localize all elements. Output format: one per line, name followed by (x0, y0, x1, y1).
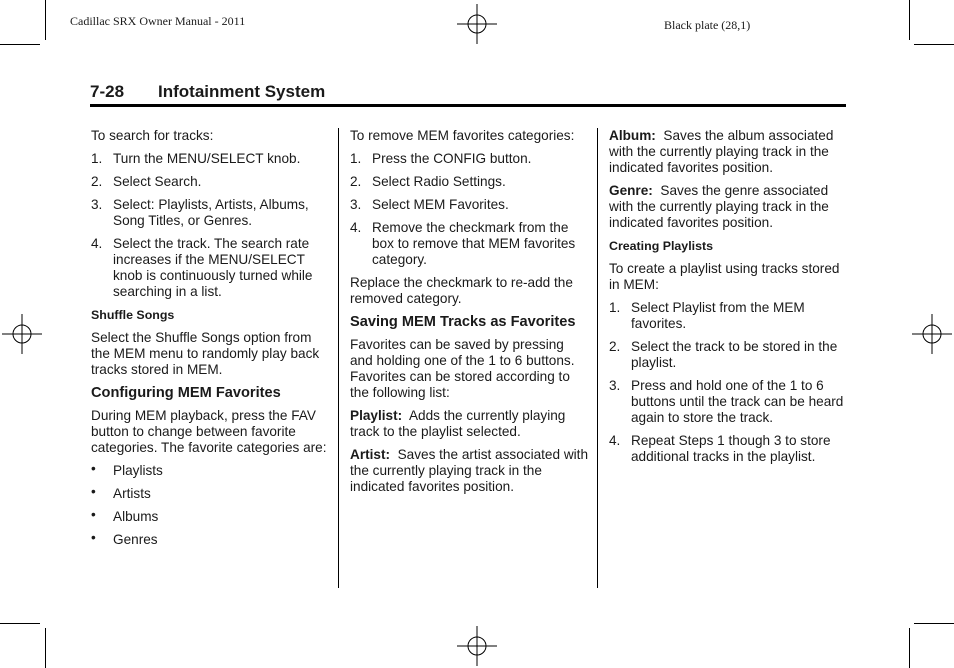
crop-mark (909, 628, 910, 668)
list-item: 4. Repeat Steps 1 though 3 to store additional tracks in the playlist. (609, 433, 831, 464)
plate-label: Black plate (28,1) (664, 18, 751, 32)
genre-definition: Genre: Saves the genre associated with the currently playing track in the indicated favorites position. (609, 183, 829, 230)
crop-mark (914, 623, 954, 624)
search-steps (91, 151, 331, 300)
manual-title: Cadillac SRX Owner Manual - 2011 (70, 14, 246, 28)
registration-mark-icon (912, 314, 952, 354)
remove-intro: To remove MEM favorites categories: (350, 128, 575, 143)
column-2 (350, 128, 590, 502)
page-number: 7-28 (90, 82, 125, 101)
list-item: 2. Select the track to be stored in the playlist. (609, 339, 838, 370)
section-title: Infotainment System (158, 82, 326, 101)
artist-term: Artist: (350, 447, 391, 462)
registration-mark-icon (457, 626, 497, 666)
config-heading: Configuring MEM Favorites (91, 385, 281, 401)
crop-mark (0, 44, 40, 45)
crop-mark (909, 0, 910, 40)
replace-text: Replace the checkmark to re-add the removed category. (350, 275, 573, 306)
list-item: 1. Press the CONFIG button. (350, 151, 532, 166)
list-item: 3. Select: Playlists, Artists, Albums, Song Titles, or Genres. (91, 197, 309, 228)
column-divider (338, 128, 339, 588)
list-item: 4. Remove the checkmark from the box to remove that MEM favorites category. (350, 220, 576, 267)
saving-heading: Saving MEM Tracks as Favorites (350, 314, 576, 330)
list-item: • Playlists (91, 461, 163, 478)
crop-mark (45, 0, 46, 40)
section-header (90, 82, 846, 107)
creating-steps (609, 300, 849, 465)
list-item: 1. Turn the MENU/SELECT knob. (91, 151, 301, 166)
column-1 (91, 128, 331, 555)
playlist-term: Playlist: (350, 408, 403, 423)
config-text: During MEM playback, press the FAV button to change between favorite categories. The favorite categories are: (91, 408, 327, 455)
list-item: 3. Press and hold one of the 1 to 6 buttons until the track can be heard again to store the track. (609, 378, 844, 425)
shuffle-text: Select the Shuffle Songs option from the MEM menu to randomly play back tracks stored in MEM. (91, 330, 320, 377)
favorites-categories (91, 463, 331, 548)
playlist-definition: Playlist: Adds the currently playing track to the playlist selected. (350, 408, 566, 439)
saving-text: Favorites can be saved by pressing and holding one of the 1 to 6 buttons. Favorites can be stored according to the following list: (350, 337, 575, 400)
list-item: 1. Select Playlist from the MEM favorites. (609, 300, 805, 331)
list-item: 4. Select the track. The search rate increases if the MENU/SELECT knob is continuously turned while searching in a list. (91, 236, 313, 299)
registration-mark-icon (457, 4, 497, 44)
column-3 (609, 128, 849, 472)
registration-mark-icon (2, 314, 42, 354)
album-term: Album: (609, 128, 656, 143)
creating-intro: To create a playlist using tracks stored in MEM: (609, 261, 840, 292)
list-item: 3. Select MEM Favorites. (350, 197, 509, 212)
genre-term: Genre: (609, 183, 653, 198)
creating-heading: Creating Playlists (609, 239, 713, 253)
shuffle-heading: Shuffle Songs (91, 308, 175, 322)
list-item: • Albums (91, 507, 159, 524)
list-item: • Artists (91, 484, 151, 501)
search-intro: To search for tracks: (91, 128, 214, 143)
list-item: 2. Select Radio Settings. (350, 174, 506, 189)
artist-definition: Artist: Saves the artist associated with the currently playing track in the indicated favorites position. (350, 447, 588, 494)
crop-mark (0, 623, 40, 624)
album-definition: Album: Saves the album associated with the currently playing track in the indicated favorites position. (609, 128, 834, 175)
crop-mark (45, 628, 46, 668)
list-item: • Genres (91, 530, 158, 547)
list-item: 2. Select Search. (91, 174, 202, 189)
column-divider (597, 128, 598, 588)
crop-mark (914, 44, 954, 45)
remove-steps (350, 151, 590, 268)
